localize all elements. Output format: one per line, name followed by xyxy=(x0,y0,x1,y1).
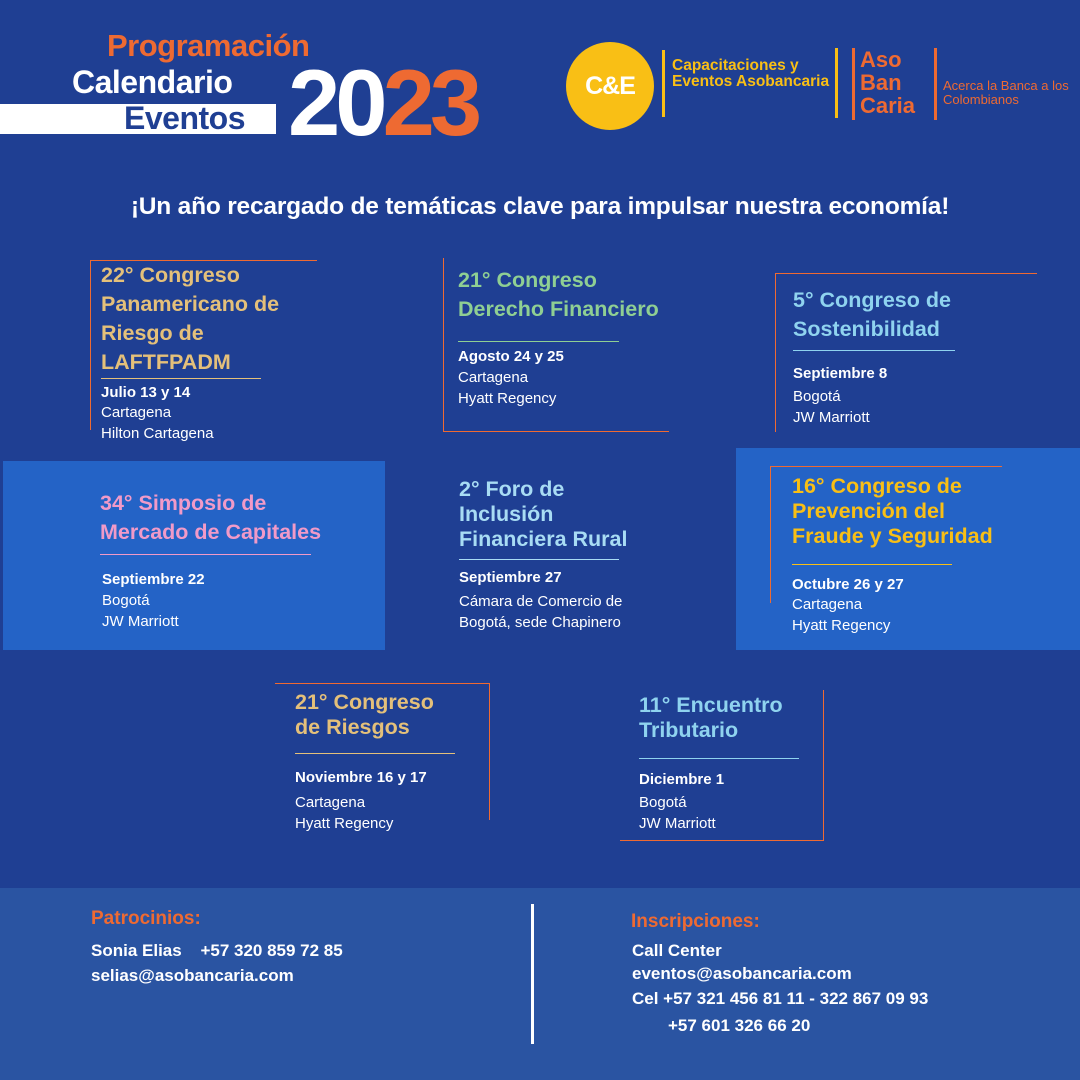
event-date: Julio 13 y 14 xyxy=(101,384,191,401)
title-line: 22° Congreso xyxy=(101,263,240,287)
card-underline xyxy=(458,341,619,342)
sponsor-name: Sonia Elias xyxy=(91,941,182,960)
title-line: Derecho Financiero xyxy=(458,297,659,321)
heading-eventos: Eventos xyxy=(124,100,245,136)
event-date: Octubre 26 y 27 xyxy=(792,576,904,593)
info-line: Bogotá xyxy=(793,388,841,405)
info-line: Hyatt Regency xyxy=(295,815,394,832)
info-line: Cartagena xyxy=(792,596,863,613)
card-underline xyxy=(639,758,799,759)
card-border xyxy=(775,273,776,432)
title-line: 21° Congreso xyxy=(458,268,597,292)
event-info xyxy=(459,591,622,633)
sponsor-email[interactable]: selias@asobancaria.com xyxy=(91,966,294,985)
title-line: 16° Congreso de xyxy=(792,474,962,498)
card-underline xyxy=(101,378,261,379)
event-date: Diciembre 1 xyxy=(639,771,725,788)
year-title xyxy=(288,50,478,155)
event-info xyxy=(101,402,214,444)
event-title xyxy=(295,690,434,740)
page-subtitle: ¡Un año recargado de temáticas clave para impulsar nuestra economía! xyxy=(130,193,950,220)
event-info xyxy=(102,590,179,632)
info-line: Hyatt Regency xyxy=(458,390,557,407)
title-line: Prevención del xyxy=(792,499,945,523)
title-line: Fraude y Seguridad xyxy=(792,524,993,548)
card-border xyxy=(443,431,669,432)
ce-logo-icon: C&E xyxy=(566,42,654,130)
title-line: 2° Foro de xyxy=(459,477,565,501)
card-underline xyxy=(793,350,955,351)
card-underline xyxy=(459,559,619,560)
year-part-orange: 23 xyxy=(382,50,478,155)
aso-line: Ban xyxy=(860,70,902,95)
divider xyxy=(934,48,937,120)
info-line: Hyatt Regency xyxy=(792,617,891,634)
event-info xyxy=(639,792,716,834)
events-email[interactable]: eventos@asobancaria.com xyxy=(632,964,852,983)
title-line: Inclusión xyxy=(459,502,554,526)
asobancaria-logo xyxy=(860,48,915,117)
info-line: Bogotá xyxy=(639,794,687,811)
title-line: Tributario xyxy=(639,718,739,742)
divider xyxy=(835,48,838,118)
year-part-white: 20 xyxy=(288,50,383,155)
title-line: 21° Congreso xyxy=(295,690,434,714)
info-line: Cámara de Comercio de xyxy=(459,593,623,610)
event-date: Septiembre 27 xyxy=(459,569,562,586)
card-border xyxy=(823,690,824,841)
title-line: Mercado de Capitales xyxy=(100,520,322,544)
divider xyxy=(852,48,855,120)
asobancaria-tagline: Acerca la Banca a los Colombianos xyxy=(943,78,1069,107)
event-title xyxy=(639,693,783,743)
card-border xyxy=(620,840,824,841)
aso-line: Aso xyxy=(860,47,902,72)
title-line: LAFTFPADM xyxy=(101,350,231,374)
info-line: Hilton Cartagena xyxy=(101,425,214,442)
info-line: Bogotá, sede Chapinero xyxy=(459,614,621,631)
aso-line: Caria xyxy=(860,93,916,118)
card-border xyxy=(90,260,91,430)
card-underline xyxy=(295,753,455,754)
event-title xyxy=(101,261,279,377)
title-line: Riesgo de xyxy=(101,321,204,345)
call-center-label: Call Center xyxy=(632,941,722,960)
event-title xyxy=(458,266,659,324)
sponsor-contact xyxy=(91,941,343,961)
info-line: Bogotá xyxy=(102,592,150,609)
event-date: Agosto 24 y 25 xyxy=(458,348,564,365)
landline-phone[interactable]: +57 601 326 66 20 xyxy=(668,1016,811,1035)
card-border xyxy=(770,466,1002,467)
heading-programacion: Programación xyxy=(107,28,310,63)
title-line: 11° Encuentro xyxy=(639,693,783,717)
info-line: JW Marriott xyxy=(102,613,179,630)
title-line: Panamericano de xyxy=(101,292,280,316)
ce-logo-text: Capacitaciones y Eventos Asobancaria xyxy=(672,57,830,90)
patrocinios-heading: Patrocinios: xyxy=(91,908,201,929)
info-line: Cartagena xyxy=(458,369,529,386)
card-underline xyxy=(100,554,311,555)
cel-phones[interactable]: Cel +57 321 456 81 11 - 322 867 09 93 xyxy=(632,989,929,1008)
title-line: de Riesgos xyxy=(295,715,410,739)
event-title xyxy=(792,474,993,549)
event-date: Septiembre 22 xyxy=(102,571,205,588)
event-info xyxy=(793,386,870,428)
event-date: Noviembre 16 y 17 xyxy=(295,769,427,786)
event-date: Septiembre 8 xyxy=(793,365,888,382)
info-line: JW Marriott xyxy=(793,409,870,426)
card-border xyxy=(489,683,490,820)
card-border xyxy=(775,273,1037,274)
event-info xyxy=(458,367,556,409)
title-line: Sostenibilidad xyxy=(793,317,940,341)
title-line: 34° Simposio de xyxy=(100,491,267,515)
title-line: Financiera Rural xyxy=(459,527,628,551)
card-border xyxy=(770,466,771,603)
card-underline xyxy=(792,564,952,565)
card-border xyxy=(275,683,490,684)
inscripciones-heading: Inscripciones: xyxy=(631,911,760,932)
event-info xyxy=(295,792,393,834)
divider xyxy=(662,50,665,117)
info-line: Cartagena xyxy=(101,404,172,421)
heading-calendario: Calendario xyxy=(72,64,233,100)
title-line: 5° Congreso de xyxy=(793,288,951,312)
footer-divider xyxy=(531,904,534,1044)
event-title xyxy=(793,286,951,344)
event-title xyxy=(100,489,321,547)
info-line: Cartagena xyxy=(295,794,366,811)
event-info xyxy=(792,594,890,636)
event-title xyxy=(459,477,627,552)
sponsor-phone[interactable]: +57 320 859 72 85 xyxy=(200,941,343,960)
info-line: JW Marriott xyxy=(639,815,716,832)
card-border xyxy=(443,258,444,432)
